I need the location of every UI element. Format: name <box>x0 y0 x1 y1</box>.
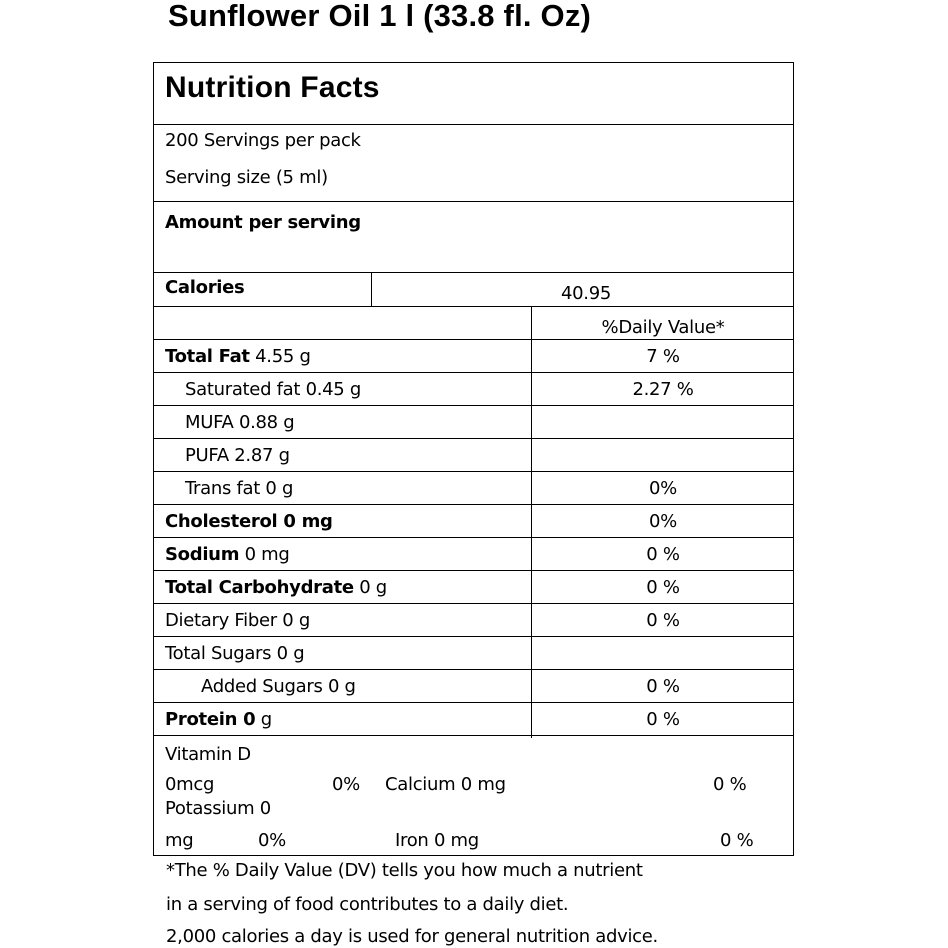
nutrient-daily-value: 0 % <box>646 709 680 730</box>
nutrient-name <box>185 379 361 401</box>
nutrient-daily-value: 0 % <box>646 577 680 598</box>
potassium-unit: mg <box>165 830 194 851</box>
nutrient-name-bold: Protein 0 <box>165 709 256 730</box>
nutrient-name <box>185 412 294 434</box>
divider <box>154 272 793 273</box>
footnote-line-3: 2,000 calories a day is used for general nutrition advice. <box>166 926 658 947</box>
nutrition-facts-panel <box>153 62 794 856</box>
nutrient-name-bold: Total Fat <box>165 346 250 367</box>
nutrient-name-amount: 0 mg <box>239 544 290 565</box>
nutrient-name-bold: Cholesterol 0 mg <box>165 511 333 532</box>
divider <box>154 537 793 538</box>
nutrient-name-amount: PUFA 2.87 g <box>185 445 290 466</box>
divider <box>154 438 793 439</box>
calories-label: Calories <box>165 277 245 298</box>
nutrient-name <box>165 577 387 599</box>
vitamin-d-amount: 0mcg <box>165 774 215 795</box>
nutrient-daily-value: 0 % <box>646 676 680 697</box>
iron-dv: 0 % <box>720 830 754 851</box>
nutrient-name-amount: 0 g <box>353 577 387 598</box>
nutrient-daily-value: 0% <box>649 478 677 499</box>
nutrient-name <box>165 544 290 566</box>
daily-value-header: %Daily Value* <box>601 317 725 338</box>
divider <box>154 372 793 373</box>
divider <box>154 702 793 703</box>
divider <box>154 570 793 571</box>
amount-per-serving: Amount per serving <box>165 212 361 233</box>
divider <box>154 471 793 472</box>
divider <box>154 339 793 340</box>
nutrient-name-bold: Sodium <box>165 544 240 565</box>
calcium-dv: 0 % <box>713 774 747 795</box>
serving-size: Serving size (5 ml) <box>165 167 328 188</box>
divider <box>154 405 793 406</box>
nutrient-daily-value: 0 % <box>646 544 680 565</box>
divider <box>154 669 793 670</box>
nutrient-name <box>165 643 304 665</box>
nutrient-name-bold: Total Carbohydrate <box>165 577 354 598</box>
divider <box>154 201 793 202</box>
nutrient-name <box>185 445 290 467</box>
nutrient-name-amount: Total Sugars 0 g <box>165 643 305 664</box>
column-divider <box>371 272 372 306</box>
divider <box>154 636 793 637</box>
vitamin-d-label: Vitamin D <box>165 744 251 765</box>
potassium-label: Potassium 0 <box>165 798 271 819</box>
divider <box>154 306 793 307</box>
nutrient-name-amount: Added Sugars 0 g <box>201 676 356 697</box>
nutrient-daily-value: 7 % <box>646 346 680 367</box>
divider <box>154 603 793 604</box>
nutrient-name <box>165 346 311 368</box>
footnote-line-2: in a serving of food contributes to a daily diet. <box>166 894 569 915</box>
divider <box>154 735 793 736</box>
nutrient-name <box>165 709 272 731</box>
nutrient-daily-value: 0 % <box>646 610 680 631</box>
nutrient-name-amount: MUFA 0.88 g <box>185 412 295 433</box>
calcium-amount: Calcium 0 mg <box>385 774 506 795</box>
calories-value: 40.95 <box>561 283 612 304</box>
nutrient-name-amount: 4.55 g <box>249 346 311 367</box>
nutrient-name <box>165 610 310 632</box>
nutrient-name-amount: Trans fat 0 g <box>185 478 294 499</box>
nutrition-facts-heading: Nutrition Facts <box>165 71 380 104</box>
divider <box>154 504 793 505</box>
nutrient-daily-value: 2.27 % <box>632 379 694 400</box>
nutrient-name-amount: Saturated fat 0.45 g <box>185 379 362 400</box>
nutrient-name <box>165 511 333 533</box>
divider <box>154 124 793 125</box>
servings-per-pack: 200 Servings per pack <box>165 130 361 151</box>
footnote-line-1: *The % Daily Value (DV) tells you how much a nutrient <box>166 860 643 881</box>
potassium-dv: 0% <box>258 830 286 851</box>
nutrient-name <box>185 478 293 500</box>
nutrient-name-amount: g <box>255 709 272 730</box>
nutrient-name-amount: Dietary Fiber 0 g <box>165 610 310 631</box>
nutrient-name <box>201 676 356 698</box>
product-title: Sunflower Oil 1 l (33.8 fl. Oz) <box>168 0 592 33</box>
vitamin-d-dv: 0% <box>332 774 360 795</box>
nutrient-daily-value: 0% <box>649 511 677 532</box>
iron-amount: Iron 0 mg <box>395 830 479 851</box>
